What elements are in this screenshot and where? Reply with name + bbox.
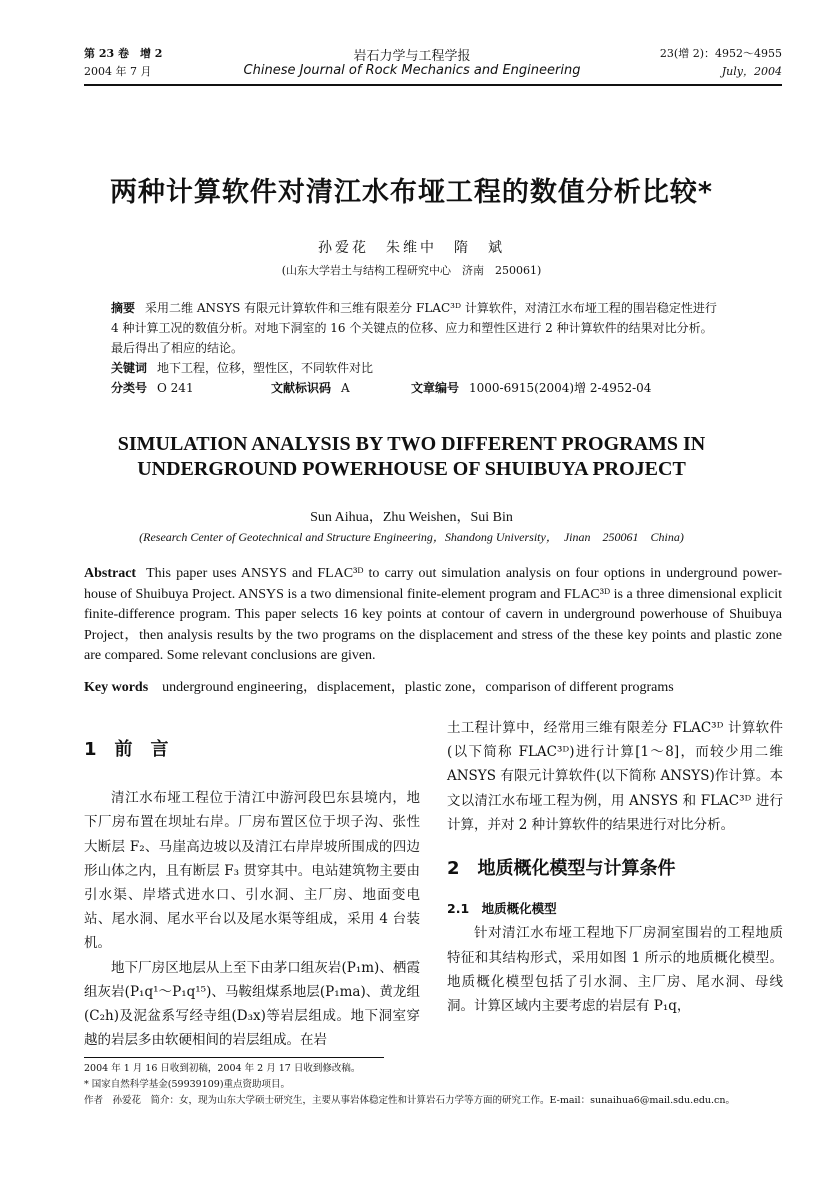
intro-paragraph-1: 清江水布垭工程位于清江中游河段巴东县境内，地下厂房布置在坝址右岸。厂房布置区位于坝子沟、张性大断层 F₂、马崖高边坡以及清江右岸岸坡所围成的四边形山体之内，且有断层 F₃ 贯穿其中。电站建筑物主要由引水渠、岸塔式进水口、引水洞、主厂房、地面变电站、尾水洞、尾水平台以及尾水渠等组成，采用 4 台装机。	[84, 790, 420, 952]
abstract-cn	[111, 298, 761, 398]
issue-month-year: July，2004	[721, 65, 782, 78]
abstract-cn-line-2: 4 种计算工况的数值分析。对地下洞室的 16 个关键点的位移、应力和塑性区进行 2 种计算软件的结果对比分析。	[111, 321, 713, 335]
abstract-cn-line-3: 最后得出了相应的结论。	[111, 341, 244, 355]
issue-pages: 23(增 2)：4952～4955	[659, 47, 782, 60]
abstract-en	[84, 564, 782, 667]
article-number-value: 1000-6915(2004)增 2-4952-04	[469, 381, 652, 395]
volume-info: 第 23 卷 增 2	[84, 47, 163, 60]
doc-code-label: 文献标识码	[271, 381, 332, 395]
affiliation-cn: (山东大学岩土与结构工程研究中心 济南 250061)	[281, 264, 542, 277]
subsection-2-1-paragraph: 针对清江水布垭工程地下厂房洞室围岩的工程地质特征和其结构形式，采用如图 1 所示的地质概化模型。地质概化模型包括了引水洞、主厂房、尾水洞、母线洞。计算区域内主要考虑的岩层有 P₁q，	[447, 925, 783, 1015]
article-number-label: 文章编号	[411, 381, 460, 395]
footnote-received: 2004 年 1 月 16 日收到初稿，2004 年 2 月 17 日收到修改稿。	[84, 1063, 361, 1074]
paper-title-cn: 两种计算软件对清江水布垭工程的数值分析比较*	[109, 177, 714, 208]
issue-date: 2004 年 7 月	[84, 65, 152, 78]
keywords-en	[84, 676, 782, 696]
keywords-cn: 关键词 地下工程，位移，塑性区，不同软件对比	[111, 361, 374, 375]
abstract-cn-line-1: 摘要 采用二维 ANSYS 有限元计算软件和三维有限差分 FLAC³ᴰ 计算软件，对清江水布垭工程的围岩稳定性进行	[111, 301, 717, 315]
footnotes	[84, 1061, 784, 1109]
left-column	[84, 738, 420, 1052]
header-rule	[84, 84, 782, 86]
journal-name-cn: 岩石力学与工程学报	[353, 49, 471, 64]
footnote-fund: * 国家自然科学基金(59939109)重点资助项目。	[84, 1079, 291, 1090]
keywords-en-label: Key words	[84, 680, 149, 695]
abstract-cn-label: 摘要	[111, 301, 136, 315]
abstract-en-label: Abstract	[84, 566, 137, 581]
class-value: O 241	[157, 381, 194, 395]
intro-paragraph-continued: 土工程计算中，经常用三维有限差分 FLAC³ᴰ 计算软件(以下简称 FLAC³ᴰ)进行计算[1～8]，而较少用二维 ANSYS 有限元计算软件(以下简称 ANSYS)作计算。本文以清江水布垭工程为例，用 ANSYS 和 FLAC³ᴰ 进行计算，并对 2 种计算软件的结果进行对比分析。	[447, 720, 783, 833]
running-header-left	[84, 45, 162, 81]
intro-paragraph-2: 地下厂房区地层从上至下由茅口组灰岩(P₁m)、栖霞组灰岩(P₁q¹～P₁q¹⁵)、马鞍组煤系地层(P₁ma)、黄龙组(C₂h)及泥盆系写经寺组(D₃x)等岩层组成。地下洞室穿越的岩层多由软硬相间的岩层组成。在岩	[84, 959, 420, 1049]
title-en-line-2: UNDERGROUND POWERHOUSE OF SHUIBUYA PROJECT	[137, 458, 686, 480]
footnote-author: 作者 孙爱花 简介：女，现为山东大学硕士研究生，主要从事岩体稳定性和计算岩石力学等方面的研究工作。E-mail：sunaihua6@mail.sdu.edu.cn。	[84, 1095, 735, 1106]
journal-name-en: Chinese Journal of Rock Mechanics and Engineering	[243, 63, 581, 78]
affiliation-en: (Research Center of Geotechnical and Structure Engineering，Shandong University， Jinan 250061 China)	[139, 530, 684, 544]
title-en-line-1: SIMULATION ANALYSIS BY TWO DIFFERENT PROGRAMS IN	[117, 433, 706, 455]
footnote-rule	[84, 1057, 384, 1058]
section-2-heading: 2 地质概化模型与计算条件	[447, 858, 676, 880]
class-label: 分类号	[111, 381, 148, 395]
running-header-right	[600, 45, 782, 81]
classification-row	[111, 378, 761, 398]
authors-cn: 孙爱花 朱维中 隋 斌	[318, 240, 505, 256]
section-1-heading: 1 前 言	[84, 739, 169, 760]
authors-en: Sun Aihua，Zhu Weishen，Sui Bin	[310, 510, 513, 525]
subsection-2-1-heading: 2.1 地质概化模型	[447, 901, 557, 917]
doc-code-value: A	[341, 381, 350, 395]
keywords-cn-label: 关键词	[111, 361, 148, 375]
keywords-en-text: underground engineering，displacement，plastic zone，comparison of different programs	[162, 680, 674, 695]
right-column	[447, 716, 783, 1018]
paper-title-en	[0, 432, 823, 482]
abstract-en-text: This paper uses ANSYS and FLAC³ᴰ to carry out simulation analysis on four options in underground power-house of Shuibuya Project. ANSYS is a two dimensional finite-element program and FLAC³ᴰ is a three dimensional explicit finite-difference program. This paper selects 16 key points at contour of cavern in underground powerhouse of Shuibuya Project，then analysis results by the two programs on the displacement and stress of the these key points and plastic zone are compared. Some relevant conclusions are given.	[84, 566, 782, 663]
